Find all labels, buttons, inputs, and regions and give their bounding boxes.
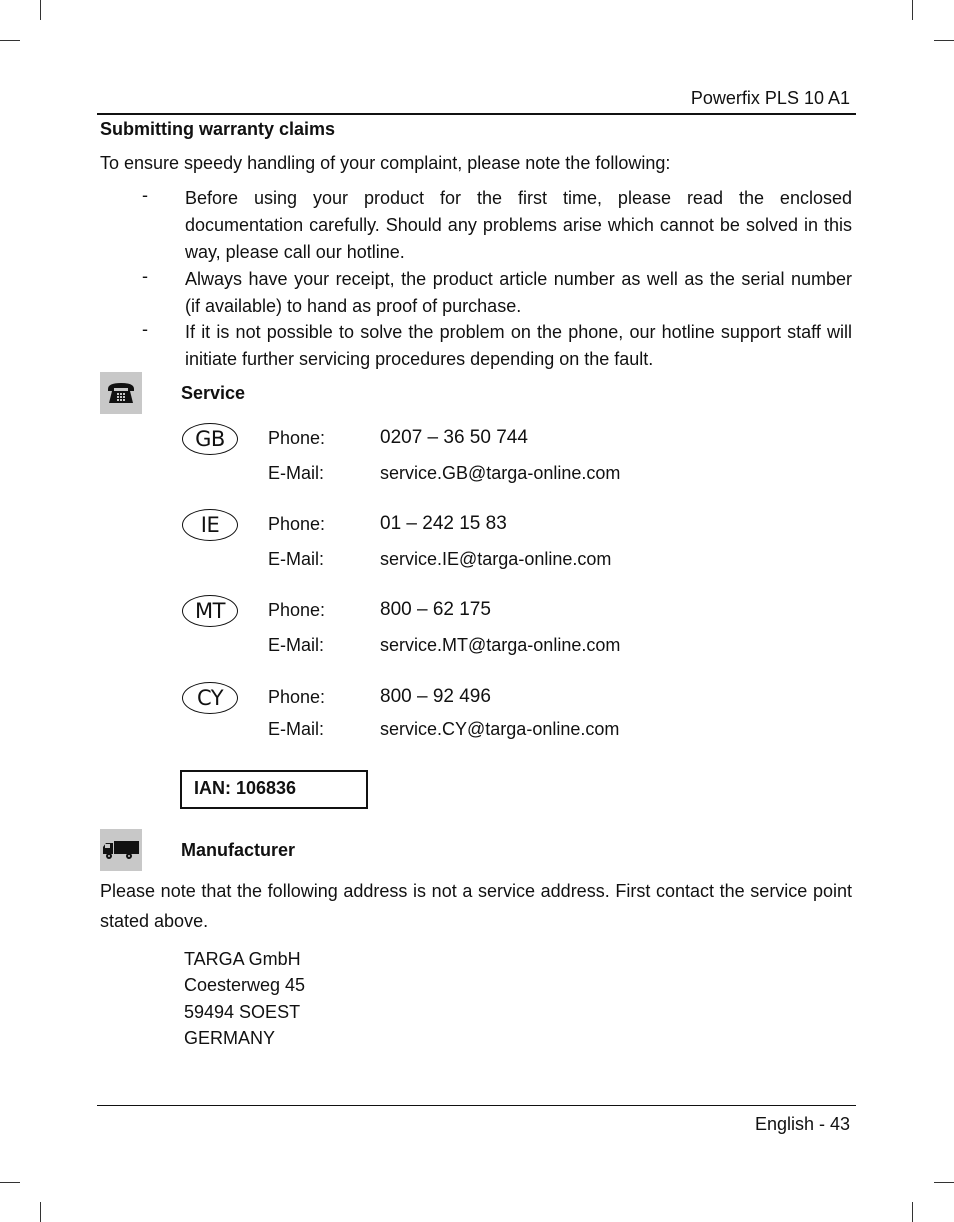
address-country: GERMANY xyxy=(184,1028,276,1048)
email-address: service.CY@targa-online.com xyxy=(380,719,620,739)
footer-rule xyxy=(97,1105,856,1106)
manufacturer-note: Please note that the following address is not a service address. First contact the service point stated above. xyxy=(100,881,852,931)
manufacturer-heading: Manufacturer xyxy=(181,840,296,860)
delivery-truck-icon xyxy=(100,829,142,871)
bullet-text: If it is not possible to solve the problem on the phone, our hotline support staff will initiate further servicing procedures depending on the fault. xyxy=(185,322,852,369)
bullet-marker: - xyxy=(142,185,148,205)
crop-mark xyxy=(40,1202,41,1222)
country-badge-ie: IE xyxy=(182,509,238,541)
country-badge-gb: GB xyxy=(182,423,238,455)
phone-number: 800 – 62 175 xyxy=(380,599,491,620)
crop-mark xyxy=(40,0,41,20)
warranty-intro: To ensure speedy handling of your complaint, please note the following: xyxy=(100,153,671,173)
crop-mark xyxy=(912,0,913,20)
country-badge-mt: MT xyxy=(182,595,238,627)
bullet-marker: - xyxy=(142,266,148,286)
email-address: service.GB@targa-online.com xyxy=(380,463,621,483)
phone-label: Phone: xyxy=(268,600,326,620)
service-heading: Service xyxy=(181,383,246,403)
email-label: E-Mail: xyxy=(268,635,325,655)
bullet-marker: - xyxy=(142,319,148,339)
phone-number: 0207 – 36 50 744 xyxy=(380,427,528,448)
email-address: service.IE@targa-online.com xyxy=(380,549,612,569)
crop-mark xyxy=(934,40,954,41)
phone-label: Phone: xyxy=(268,428,326,448)
bullet-text: Before using your product for the first time, please read the enclosed documentation carefully. Should any problems arise which cannot be solved in this way, please call our hotline. xyxy=(185,188,852,262)
email-label: E-Mail: xyxy=(268,463,325,483)
crop-mark xyxy=(0,1182,20,1183)
country-badge-cy: CY xyxy=(182,682,238,714)
telephone-icon xyxy=(100,372,142,414)
crop-mark xyxy=(0,40,20,41)
email-address: service.MT@targa-online.com xyxy=(380,635,621,655)
address-company: TARGA GmbH xyxy=(184,949,301,969)
phone-label: Phone: xyxy=(268,514,326,534)
crop-mark xyxy=(912,1202,913,1222)
header-rule xyxy=(97,113,856,115)
page-number: English - 43 xyxy=(754,1114,850,1134)
email-label: E-Mail: xyxy=(268,719,325,739)
phone-number: 01 – 242 15 83 xyxy=(380,513,507,534)
address-street: Coesterweg 45 xyxy=(184,975,306,995)
email-label: E-Mail: xyxy=(268,549,325,569)
bullet-text: Always have your receipt, the product article number as well as the serial number (if available) to hand as proof of purchase. xyxy=(185,269,852,316)
warranty-heading: Submitting warranty claims xyxy=(100,119,336,139)
phone-number: 800 – 92 496 xyxy=(380,686,491,707)
phone-label: Phone: xyxy=(268,687,326,707)
crop-mark xyxy=(934,1182,954,1183)
header-product-name: Powerfix PLS 10 A1 xyxy=(690,88,850,108)
address-city: 59494 SOEST xyxy=(184,1002,301,1022)
ian-box: IAN: 106836 xyxy=(180,770,368,809)
